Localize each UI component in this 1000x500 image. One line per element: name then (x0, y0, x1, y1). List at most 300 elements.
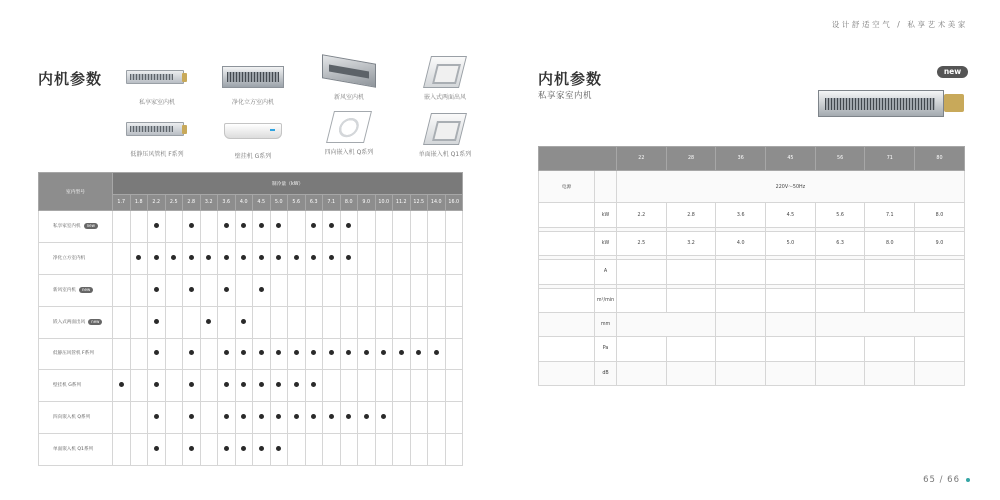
thumbnail-image (222, 114, 284, 148)
capacity-value: 6.3 (305, 194, 323, 210)
model-cell (39, 370, 113, 402)
table-row (39, 274, 463, 306)
duct-unit-icon (126, 122, 184, 136)
model-cell (39, 402, 113, 434)
capacity-column: 80 (915, 147, 965, 171)
availability-cell (358, 434, 376, 466)
model-name: 单面嵌入机 Q1系列 (53, 447, 94, 453)
spec-value (666, 337, 716, 361)
availability-cell (445, 274, 463, 306)
available-dot-icon (241, 446, 246, 451)
spec-value (666, 361, 716, 385)
spec-value: 2.5 (617, 231, 667, 255)
availability-cell (183, 370, 201, 402)
availability-cell (200, 306, 218, 338)
availability-cell (165, 434, 183, 466)
thumbnail-item (304, 55, 394, 101)
available-dot-icon (224, 287, 229, 292)
availability-cell (200, 242, 218, 274)
availability-cell (375, 274, 393, 306)
thumbnail-image (318, 110, 380, 144)
capacity-value: 3.2 (200, 194, 218, 210)
spec-value (617, 361, 667, 385)
available-dot-icon (206, 319, 211, 324)
table-row (539, 171, 965, 203)
spec-value: 5.6 (815, 203, 865, 227)
spec-value: 3.6 (716, 203, 766, 227)
availability-cell (130, 274, 148, 306)
availability-cell (288, 306, 306, 338)
availability-cell (130, 338, 148, 370)
availability-cell (148, 242, 166, 274)
spec-value (666, 260, 716, 284)
model-name: 低静压风管机 F系列 (53, 351, 94, 357)
table-row (39, 338, 463, 370)
table-row (39, 211, 463, 243)
capacity-value: 10.0 (375, 194, 393, 210)
available-dot-icon (154, 223, 159, 228)
duct-unit-icon (222, 66, 284, 88)
availability-cell (340, 242, 358, 274)
availability-cell (428, 402, 446, 434)
availability-cell (375, 434, 393, 466)
available-dot-icon (276, 446, 281, 451)
available-dot-icon (224, 223, 229, 228)
spec-value (666, 288, 716, 312)
availability-cell (393, 338, 411, 370)
available-dot-icon (276, 414, 281, 419)
model-cell (39, 242, 113, 274)
availability-cell (340, 211, 358, 243)
available-dot-icon (364, 414, 369, 419)
availability-cell (183, 242, 201, 274)
row-unit: kW (595, 231, 617, 255)
availability-cell (288, 274, 306, 306)
spec-value: 2.8 (666, 203, 716, 227)
table-row (539, 312, 965, 336)
availability-cell (218, 370, 236, 402)
available-dot-icon (241, 382, 246, 387)
availability-cell (200, 434, 218, 466)
spec-value (915, 288, 965, 312)
availability-cell (410, 338, 428, 370)
availability-cell (428, 211, 446, 243)
left-section-title: 内机参数 (38, 70, 103, 88)
available-dot-icon (154, 414, 159, 419)
availability-cell (253, 402, 271, 434)
capacity-value: 16.0 (445, 194, 463, 210)
availability-cell (218, 242, 236, 274)
availability-cell (323, 274, 341, 306)
availability-cell (130, 402, 148, 434)
available-dot-icon (154, 319, 159, 324)
row-label (539, 337, 595, 361)
spec-value (815, 361, 865, 385)
spec-value: 4.0 (716, 231, 766, 255)
available-dot-icon (154, 446, 159, 451)
spec-value: 2.2 (617, 203, 667, 227)
table-row (39, 402, 463, 434)
availability-cell (113, 402, 131, 434)
thumbnail-caption: 嵌入式两面出风 (423, 94, 466, 101)
spec-value: 7.1 (865, 203, 915, 227)
availability-cell (130, 370, 148, 402)
capacity-value: 4.5 (253, 194, 271, 210)
model-header: 室内型号 (39, 173, 113, 211)
availability-cell (113, 370, 131, 402)
available-dot-icon (381, 414, 386, 419)
row-label (539, 361, 595, 385)
available-dot-icon (329, 350, 334, 355)
available-dot-icon (189, 255, 194, 260)
model-name: 壁挂机 G系列 (53, 383, 81, 389)
availability-cell (305, 306, 323, 338)
thumbnail-item (400, 112, 490, 158)
model-cell (39, 211, 113, 243)
model-cell (39, 306, 113, 338)
availability-cell (375, 402, 393, 434)
availability-cell (323, 434, 341, 466)
availability-cell (410, 211, 428, 243)
availability-cell (165, 402, 183, 434)
availability-cell (358, 402, 376, 434)
availability-cell (393, 242, 411, 274)
capacity-value: 8.0 (340, 194, 358, 210)
availability-cell (235, 274, 253, 306)
availability-cell (428, 306, 446, 338)
available-dot-icon (171, 255, 176, 260)
row-label: 电源 (539, 171, 595, 203)
spec-value (865, 361, 915, 385)
available-dot-icon (294, 382, 299, 387)
availability-cell (375, 370, 393, 402)
available-dot-icon (241, 319, 246, 324)
availability-cell (393, 306, 411, 338)
table-row (539, 337, 965, 361)
availability-cell (200, 211, 218, 243)
thumbnail-caption: 低静压风管机 F系列 (130, 151, 184, 158)
available-dot-icon (294, 350, 299, 355)
available-dot-icon (241, 414, 246, 419)
availability-cell (235, 242, 253, 274)
availability-cell (270, 306, 288, 338)
availability-cell (445, 402, 463, 434)
available-dot-icon (311, 350, 316, 355)
thumbnail-caption: 壁挂机 G系列 (234, 153, 272, 160)
capacity-column: 36 (716, 147, 766, 171)
capacity-column: 28 (666, 147, 716, 171)
table-row (39, 306, 463, 338)
spec-value (815, 288, 865, 312)
availability-cell (183, 211, 201, 243)
availability-cell (288, 402, 306, 434)
availability-cell (445, 211, 463, 243)
group-value (617, 312, 716, 336)
model-label-cell (539, 147, 617, 171)
spec-value: 4.5 (766, 203, 816, 227)
right-subtitle: 私享家室内机 (538, 91, 593, 101)
availability-cell (235, 338, 253, 370)
availability-cell (235, 211, 253, 243)
capacity-column: 45 (766, 147, 816, 171)
availability-cell (148, 402, 166, 434)
availability-cell (445, 434, 463, 466)
spec-value: 5.0 (766, 231, 816, 255)
fresh-air-unit-icon (322, 54, 376, 88)
model-cell (39, 338, 113, 370)
availability-cell (165, 306, 183, 338)
availability-cell (445, 242, 463, 274)
group-value (815, 312, 964, 336)
availability-cell (393, 370, 411, 402)
availability-cell (218, 306, 236, 338)
availability-cell (305, 370, 323, 402)
duct-unit-hero-image (818, 84, 968, 124)
availability-cell (358, 338, 376, 370)
availability-cell (165, 211, 183, 243)
availability-cell (428, 274, 446, 306)
spec-value (716, 288, 766, 312)
available-dot-icon (241, 255, 246, 260)
availability-cell (148, 274, 166, 306)
group-value (716, 312, 766, 336)
availability-cell (235, 402, 253, 434)
availability-cell (288, 338, 306, 370)
availability-cell (165, 242, 183, 274)
available-dot-icon (119, 382, 124, 387)
availability-cell (270, 402, 288, 434)
available-dot-icon (224, 350, 229, 355)
group-value (766, 312, 816, 336)
cassette-unit-icon (423, 113, 467, 145)
right-notes (538, 396, 964, 442)
availability-cell (148, 338, 166, 370)
cassette-unit-icon (326, 111, 372, 143)
cassette-unit-icon (423, 56, 467, 88)
available-dot-icon (189, 446, 194, 451)
row-unit: mm (595, 312, 617, 336)
available-dot-icon (189, 414, 194, 419)
availability-cell (165, 274, 183, 306)
availability-cell (428, 338, 446, 370)
availability-cell (410, 434, 428, 466)
row-unit: kW (595, 203, 617, 227)
available-dot-icon (329, 255, 334, 260)
availability-cell (340, 402, 358, 434)
availability-cell (323, 402, 341, 434)
available-dot-icon (346, 223, 351, 228)
availability-cell (428, 370, 446, 402)
capacity-value: 11.2 (393, 194, 411, 210)
availability-cell (358, 242, 376, 274)
availability-cell (183, 434, 201, 466)
spec-value: 6.3 (815, 231, 865, 255)
availability-cell (253, 306, 271, 338)
row-label (539, 260, 595, 284)
availability-cell (428, 242, 446, 274)
thumbnail-image (126, 112, 188, 146)
thumbnail-item (304, 110, 394, 156)
capacity-column: 56 (815, 147, 865, 171)
model-cell (39, 274, 113, 306)
available-dot-icon (416, 350, 421, 355)
available-dot-icon (311, 382, 316, 387)
availability-cell (200, 338, 218, 370)
availability-cell (235, 434, 253, 466)
availability-cell (358, 306, 376, 338)
availability-cell (200, 274, 218, 306)
capacity-value: 14.0 (428, 194, 446, 210)
capacity-value: 3.6 (218, 194, 236, 210)
new-badge: new (937, 66, 968, 78)
model-name: 私享家室内机 (53, 223, 81, 229)
capacity-value: 2.5 (165, 194, 183, 210)
availability-cell (445, 370, 463, 402)
spec-value: 3.2 (666, 231, 716, 255)
table-row (39, 434, 463, 466)
available-dot-icon (259, 223, 264, 228)
availability-cell (253, 274, 271, 306)
table-row (539, 260, 965, 284)
availability-cell (288, 370, 306, 402)
availability-cell (358, 370, 376, 402)
available-dot-icon (189, 350, 194, 355)
spec-value (617, 337, 667, 361)
thumbnail-image (414, 55, 476, 89)
spec-value: 8.0 (865, 231, 915, 255)
spec-value (766, 260, 816, 284)
row-unit: m³/min (595, 288, 617, 312)
available-dot-icon (241, 350, 246, 355)
available-dot-icon (189, 382, 194, 387)
availability-cell (148, 211, 166, 243)
availability-cell (393, 434, 411, 466)
available-dot-icon (189, 223, 194, 228)
availability-cell (200, 370, 218, 402)
row-label (539, 312, 595, 336)
availability-cell (183, 274, 201, 306)
available-dot-icon (259, 255, 264, 260)
spec-value (617, 288, 667, 312)
table-row (39, 370, 463, 402)
availability-cell (253, 338, 271, 370)
spec-value (766, 337, 816, 361)
thumbnail-item (400, 55, 490, 101)
availability-cell (218, 274, 236, 306)
capacity-value: 12.5 (410, 194, 428, 210)
availability-cell (113, 242, 131, 274)
availability-cell (130, 306, 148, 338)
availability-cell (183, 306, 201, 338)
available-dot-icon (276, 382, 281, 387)
availability-cell (288, 211, 306, 243)
thumbnail-caption: 私享家室内机 (138, 99, 175, 106)
availability-cell (270, 338, 288, 370)
availability-cell (288, 434, 306, 466)
available-dot-icon (399, 350, 404, 355)
available-dot-icon (224, 255, 229, 260)
available-dot-icon (136, 255, 141, 260)
spec-value (815, 337, 865, 361)
availability-cell (393, 402, 411, 434)
model-name: 四向嵌入机 Q系列 (53, 415, 91, 421)
availability-cell (183, 402, 201, 434)
availability-cell (375, 306, 393, 338)
capacity-value: 7.1 (323, 194, 341, 210)
row-unit: Pa (595, 337, 617, 361)
spec-value: 8.0 (915, 203, 965, 227)
model-cell (39, 434, 113, 466)
availability-cell (323, 338, 341, 370)
availability-cell (148, 370, 166, 402)
availability-cell (428, 434, 446, 466)
available-dot-icon (329, 223, 334, 228)
availability-cell (358, 211, 376, 243)
availability-cell (253, 242, 271, 274)
available-dot-icon (346, 255, 351, 260)
availability-cell (270, 211, 288, 243)
available-dot-icon (276, 223, 281, 228)
table-row (539, 288, 965, 312)
availability-cell (130, 211, 148, 243)
availability-cell (375, 242, 393, 274)
availability-cell (305, 274, 323, 306)
availability-cell (323, 370, 341, 402)
model-name: 新风室内机 (53, 287, 76, 293)
availability-cell (218, 211, 236, 243)
spec-value (915, 337, 965, 361)
available-dot-icon (259, 414, 264, 419)
wall-unit-icon (224, 123, 282, 139)
availability-cell (253, 370, 271, 402)
available-dot-icon (259, 287, 264, 292)
availability-cell (410, 402, 428, 434)
availability-cell (410, 306, 428, 338)
availability-cell (113, 306, 131, 338)
table-row (39, 242, 463, 274)
capacity-value: 1.8 (130, 194, 148, 210)
thumbnail-item (112, 60, 202, 106)
available-dot-icon (241, 223, 246, 228)
available-dot-icon (276, 255, 281, 260)
availability-cell (445, 338, 463, 370)
thumbnail-image (414, 112, 476, 146)
row-unit: A (595, 260, 617, 284)
capacity-value: 2.8 (183, 194, 201, 210)
availability-cell (218, 402, 236, 434)
capacity-value: 5.6 (288, 194, 306, 210)
available-dot-icon (329, 414, 334, 419)
availability-cell (148, 434, 166, 466)
available-dot-icon (224, 446, 229, 451)
available-dot-icon (154, 287, 159, 292)
available-dot-icon (311, 255, 316, 260)
spec-value (766, 288, 816, 312)
availability-cell (113, 338, 131, 370)
available-dot-icon (154, 255, 159, 260)
availability-cell (410, 370, 428, 402)
capacity-value: 1.7 (113, 194, 131, 210)
availability-cell (305, 211, 323, 243)
availability-cell (113, 434, 131, 466)
availability-cell (340, 370, 358, 402)
spec-value (815, 260, 865, 284)
spec-value (865, 260, 915, 284)
thumbnail-caption: 净化立方室内机 (231, 99, 274, 106)
table-row (539, 203, 965, 227)
thumbnail-image (222, 60, 284, 94)
spec-value (617, 260, 667, 284)
